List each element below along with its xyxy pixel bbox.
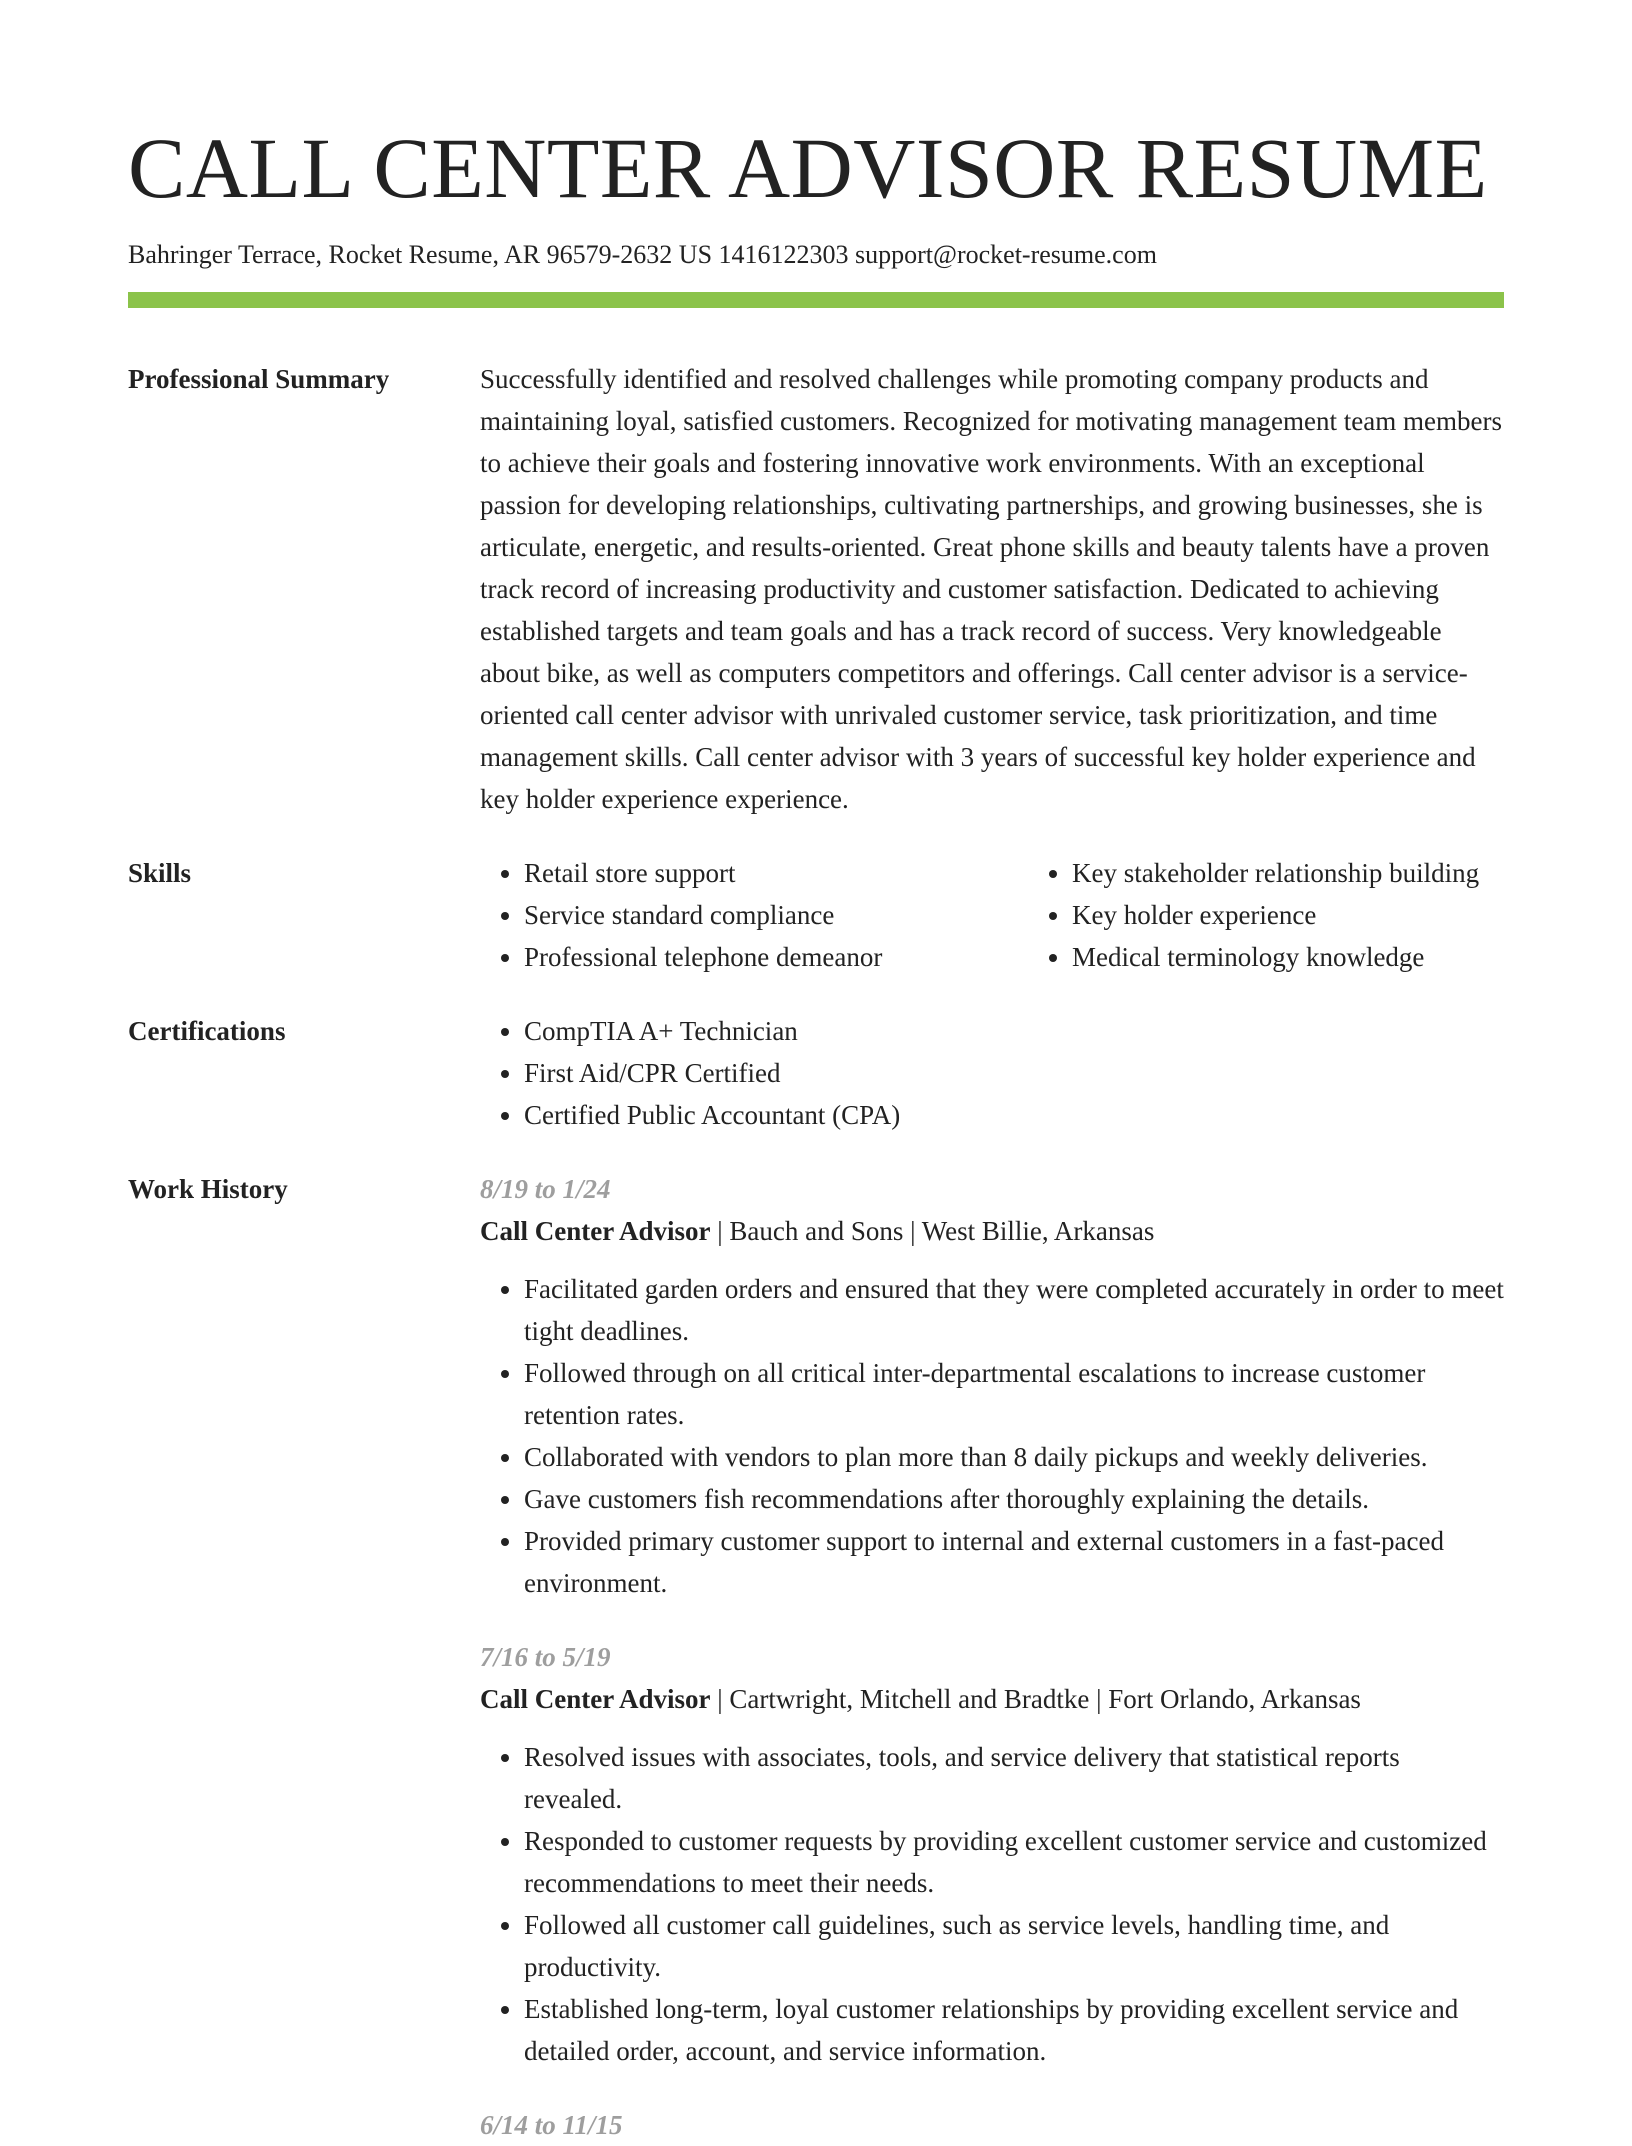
job-bullet: • Gave customers fish recommendations after thoroughly explaining the details. [524,1478,1504,1520]
job-bullet: • Facilitated garden orders and ensured that they were completed accurately in order to meet tight deadlines. [524,1268,1504,1352]
job-bullet: • Followed all customer call guidelines, such as service levels, handling time, and productivity. [524,1904,1504,1988]
header-divider [128,292,1504,308]
professional-summary-section [128,358,1504,820]
job-company-location: | Cartwright, Mitchell and Bradtke | Fort Orlando, Arkansas [710,1684,1361,1714]
job-bullet: • Followed through on all critical inter-departmental escalations to increase customer retention rates. [524,1352,1504,1436]
resume-page [128,0,1504,2146]
skills-column-1 [480,852,1028,978]
job-entry [480,1636,1504,2072]
certifications-section [128,1010,1504,1136]
skill-item: • Service standard compliance [524,894,1028,936]
job-bullets [480,1736,1504,2072]
job-header [480,1210,1504,1252]
skill-item: • Retail store support [524,852,1028,894]
summary-text: Successfully identified and resolved challenges while promoting company products and maintaining loyal, satisfied customers. Recognized for motivating management team members to achieve their goals and fostering innovative work environments. With an exceptional passion for developing relationships, cultivating partnerships, and growing businesses, she is articulate, energetic, and results-oriented. Great phone skills and beauty talents have a proven track record of increasing productivity and customer satisfaction. Dedicated to achieving established targets and team goals and has a track record of success. Very knowledgeable about bike, as well as computers competitors and offerings. Call center advisor is a service-oriented call center advisor with unrivaled customer service, task prioritization, and time management skills. Call center advisor with 3 years of successful key holder experience and key holder experience experience. [480,364,1502,814]
job-bullet: • Provided primary customer support to internal and external customers in a fast-paced environment. [524,1520,1504,1604]
job-header [480,1678,1504,1720]
job-entry [480,2104,1504,2146]
work-history-section [128,1168,1504,2146]
certification-item: • CompTIA A+ Technician [524,1010,1504,1052]
job-entry [480,1168,1504,1604]
job-dates: 7/16 to 5/19 [480,1642,611,1672]
skill-item: • Medical terminology knowledge [1072,936,1576,978]
job-bullet: • Responded to customer requests by providing excellent customer service and customized recommendations to meet their needs. [524,1820,1504,1904]
skills-column-2 [1028,852,1576,978]
job-dates: 8/19 to 1/24 [480,1174,611,1204]
section-label-certifications: Certifications [128,1016,286,1046]
certifications-list [480,1010,1504,1136]
job-bullets [480,1268,1504,1604]
skill-item: • Key stakeholder relationship building [1072,852,1576,894]
job-bullet: • Resolved issues with associates, tools, and service delivery that statistical reports revealed. [524,1736,1504,1820]
job-dates: 6/14 to 11/15 [480,2110,623,2140]
certification-item: • First Aid/CPR Certified [524,1052,1504,1094]
section-label-summary: Professional Summary [128,364,390,394]
skills-section [128,852,1504,978]
job-company-location: | Bauch and Sons | West Billie, Arkansas [710,1216,1155,1246]
job-bullet: • Collaborated with vendors to plan more than 8 daily pickups and weekly deliveries. [524,1436,1504,1478]
skill-item: • Key holder experience [1072,894,1576,936]
section-label-skills: Skills [128,858,192,888]
section-label-work-history: Work History [128,1174,288,1204]
job-title: Call Center Advisor [480,1216,711,1246]
resume-title: CALL CENTER ADVISOR RESUME [128,120,1488,216]
skill-item: • Professional telephone demeanor [524,936,1028,978]
certification-item: • Certified Public Accountant (CPA) [524,1094,1504,1136]
job-title: Call Center Advisor [480,1684,711,1714]
contact-line: Bahringer Terrace, Rocket Resume, AR 96579-2632 US 1416122303 support@rocket-resume.com [128,240,1157,269]
job-bullet: • Established long-term, loyal customer relationships by providing excellent service and detailed order, account, and service information. [524,1988,1504,2072]
